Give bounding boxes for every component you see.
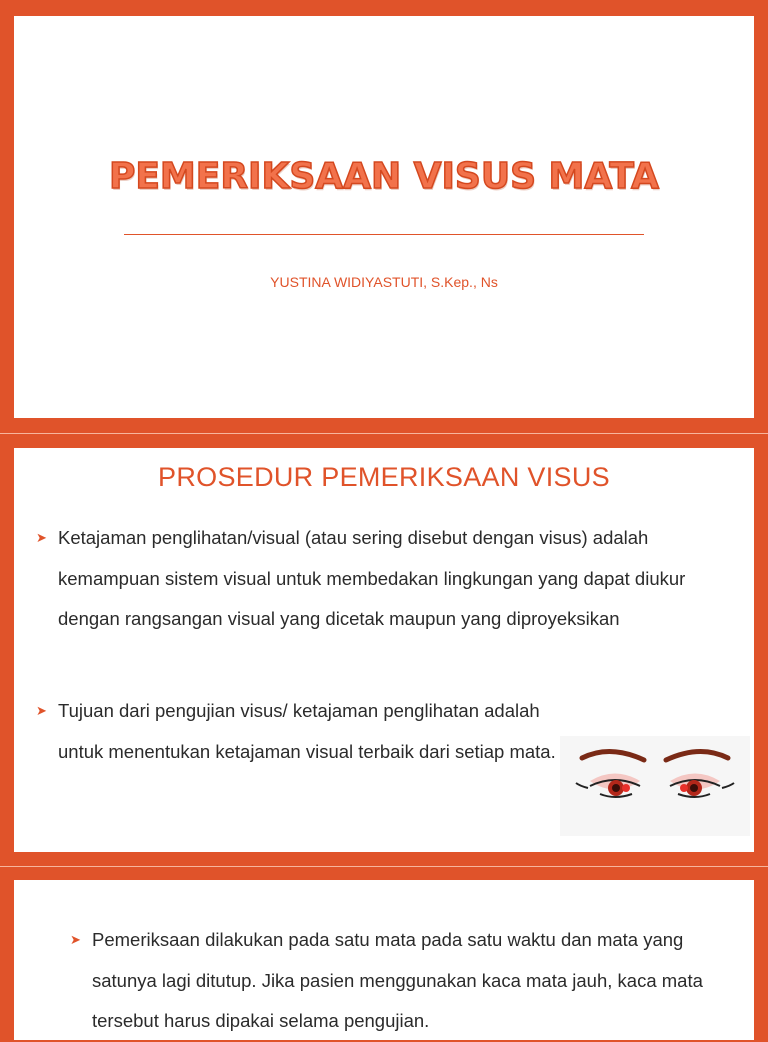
procedure-slide[interactable]	[14, 448, 754, 852]
bullet-text: Tujuan dari pengujian visus/ ketajaman penglihatan adalah untuk menentukan ketajaman visual terbaik dari setiap mata.	[58, 700, 556, 762]
bullet-item	[36, 518, 724, 640]
arrow-bullet-icon: ➤	[36, 703, 47, 718]
slide-title: PEMERIKSAAN VISUS MATA	[108, 156, 660, 197]
procedure-continued-slide[interactable]	[14, 880, 754, 1040]
title-divider	[124, 234, 644, 235]
bullet-text: Ketajaman penglihatan/visual (atau sering disebut dengan visus) adalah kemampuan sistem visual untuk membedakan lingkungan yang dapat diukur dengan rangsangan visual yang dicetak maupun yang diproyeksikan	[58, 527, 686, 629]
bullet-item	[36, 691, 584, 772]
slide-separator	[0, 433, 768, 434]
author-subtitle: YUSTINA WIDIYASTUTI, S.Kep., Ns	[270, 274, 498, 290]
bullet-item	[70, 920, 714, 1042]
arrow-bullet-icon: ➤	[70, 932, 81, 947]
slide-separator	[0, 866, 768, 867]
title-slide[interactable]	[14, 16, 754, 418]
slide-title: PROSEDUR PEMERIKSAAN VISUS	[158, 462, 610, 492]
bullet-text: Pemeriksaan dilakukan pada satu mata pada satu waktu dan mata yang satunya lagi ditutup. Jika pasien menggunakan kaca mata jauh, kaca mata tersebut harus dipakai selama pengujian.	[92, 929, 703, 1031]
arrow-bullet-icon: ➤	[36, 530, 47, 545]
eyes-illustration	[560, 736, 750, 836]
